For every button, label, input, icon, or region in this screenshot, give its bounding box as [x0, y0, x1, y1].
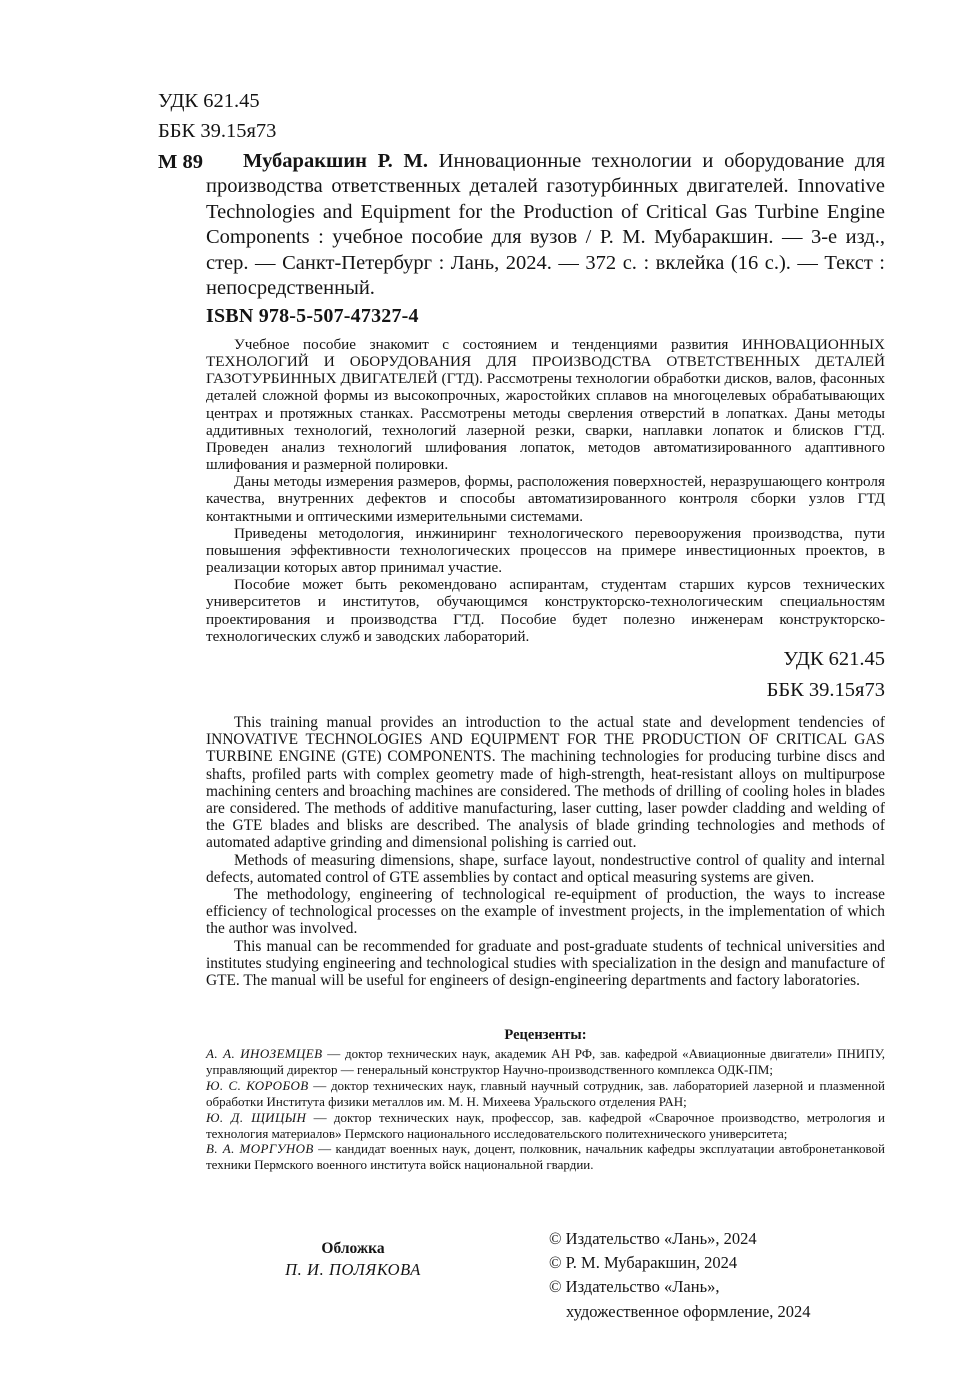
reviewer-entry [206, 1141, 885, 1173]
reviewer-entry [206, 1078, 885, 1110]
reviewer-description: — кандидат военных наук, доцент, полковник, начальник кафедры эксплуатации автобронетанковой техники Пермского военного института войск национальной гвардии. [206, 1141, 886, 1173]
annotation-en-paragraph: Methods of measuring dimensions, shape, surface layout, nondestructive control of quality and internal defects, automated control of GTE assemblies by contact and optical measuring systems are given. [206, 851, 885, 886]
catalog-code: М 89 [158, 151, 203, 173]
annotation-ru-paragraph: Приведены методология, инжиниринг технологического перевооружения производства, пути повышения эффективности технологических процессов на примере инвестиционных проектов, в реализации которых автор принимал участие. [206, 524, 885, 577]
bbk-code: ББК 39.15я73 [158, 120, 277, 142]
isbn: ISBN 978-5-507-47327-4 [206, 305, 419, 327]
copyright-line: © Издательство «Лань», [549, 1277, 720, 1297]
reviewer-entry [206, 1046, 885, 1078]
bibliographic-entry [158, 149, 885, 301]
reviewer-description: — доктор технических наук, академик АН РФ, зав. кафедрой «Авиационные двигатели» ПНИПУ, управляющий директор — генеральный конструктор Научно-производственного комплекса ОДК-ПМ; [206, 1046, 885, 1077]
cover-credit [248, 1239, 458, 1280]
reviewer-name: Ю. С. КОРОБОВ [206, 1077, 309, 1093]
copyright-line-continuation: художественное оформление, 2024 [566, 1301, 811, 1321]
classification-codes-right [585, 644, 885, 705]
reviewers-section [206, 1026, 885, 1173]
annotation-en-paragraph: The methodology, engineering of technological re-equipment of production, the ways to increase efficiency of technological processes on the example of investment projects, in the implementation of which the author was involved. [206, 886, 885, 938]
copyright-line: © Издательство «Лань», 2024 [549, 1229, 757, 1248]
annotation-ru-paragraph: Учебное пособие знакомит с состоянием и тенденциями развития ИННОВАЦИОННЫХ ТЕХНОЛОГИЙ И ОБОРУДОВАНИЯ ДЛЯ ПРОИЗВОДСТВА ОТВЕТСТВЕННЫХ ДЕТАЛЕЙ ГАЗОТУРБИННЫХ ДВИГАТЕЛЕЙ (ГТД). Рассмотрены технологии обработки дисков, валов, фасонных деталей сложной формы из высокопрочных, жаростойких сплавов на многоцелевых обрабатывающих центрах и протяжных станках. Рассмотрены методы сверления отверстий в лопатках. Даны методы аддитивных технологий, технологий лазерной резки, сварки, наплавки лопаток и блисков ГТД. Проведен анализ технологий шлифования лопаток, методов автоматизированного адаптивного шлифования и размерной полировки. [206, 336, 885, 474]
annotation-russian [206, 336, 885, 645]
udc-code: УДК 621.45 [158, 90, 260, 112]
cover-credit-label: Обложка [321, 1240, 385, 1257]
reviewer-description: — доктор технических наук, профессор, зав. кафедрой «Сварочное производство, метрология и технология материалов» Пермского национального исследовательского политехнического университета; [206, 1109, 885, 1141]
copyright-block [549, 1227, 811, 1324]
classification-codes-top [158, 86, 276, 146]
author-name: Мубаракшин Р. М. [243, 150, 428, 172]
annotation-ru-paragraph: Пособие может быть рекомендовано аспирантам, студентам старших курсов технических университетов и институтов, обучающимся конструкторско-технологическим специальностям проектирования и производства ГТД. Пособие будет полезно инженерам конструкторско-технологических служб и заводских лабораторий. [206, 576, 885, 645]
reviewer-description: — доктор технических наук, главный научный сотрудник, зав. лабораторией лазерной и плазменной обработки Института физики металлов им. М. Н. Михеева Уральского отделения РАН; [206, 1077, 885, 1109]
reviewer-name: В. А. МОРГУНОВ [206, 1141, 314, 1157]
bibliographic-description [206, 149, 885, 301]
annotation-en-paragraph: This training manual provides an introduction to the actual state and development tendencies of INNOVATIVE TECHNOLOGIES AND EQUIPMENT FOR THE PRODUCTION OF CRITICAL GAS TURBINE ENGINE (GTE) COMPONENTS. The machining technologies for producing turbine discs and shafts, profiled parts with complex geometry made of high-strength, heat-resistant alloys on multipurpose machining centers and broaching machines are considered. The methods of drilling of cooling holes in blades are considered. The methods of additive manufacturing, laser cutting, laser powder cladding and welding of the GTE blades and blisks are described. The analysis of blade grinding technologies and methods of automated adaptive grinding and dimensional polishing is carried out. [206, 714, 885, 852]
annotation-ru-paragraph: Даны методы измерения размеров, формы, расположения поверхностей, неразрушающего контроля качества, внутренних дефектов и способы автоматизированного контроля сборки узлов ГТД контактными и оптическими измерительными системами. [206, 473, 885, 525]
reviewers-heading: Рецензенты: [504, 1027, 587, 1043]
udc-code-right: УДК 621.45 [783, 648, 885, 670]
copyright-line: © Р. М. Мубаракшин, 2024 [549, 1253, 738, 1273]
bibliographic-text: Инновационные технологии и оборудование для производства ответственных деталей газотурбинных двигателей. Innovative Technologies and Equipment for the Production of Critical Gas Turbine Engine Components : учебное пособие для вузов / Р. М. Мубаракшин. — 3-е изд., стер. — Санкт-Петербург : Лань, 2024. — 372 с. : вклейка (16 с.). — Текст : непосредственный. [206, 150, 886, 300]
bbk-code-right: ББК 39.15я73 [766, 678, 885, 701]
reviewer-entry [206, 1110, 885, 1142]
cover-designer-name: П. И. ПОЛЯКОВА [285, 1259, 421, 1279]
annotation-english [206, 714, 885, 989]
annotation-en-paragraph: This manual can be recommended for graduate and post-graduate students of technical universities and institutes studying engineering and technological studies with specialization in the design and manufacture of GTE. The manual will be useful for engineers of design-engineering departments and factory laboratories. [206, 937, 885, 990]
reviewer-name: А. А. ИНОЗЕМЦЕВ [206, 1046, 323, 1061]
reviewer-name: Ю. Д. ЩИЦЫН [206, 1109, 307, 1125]
